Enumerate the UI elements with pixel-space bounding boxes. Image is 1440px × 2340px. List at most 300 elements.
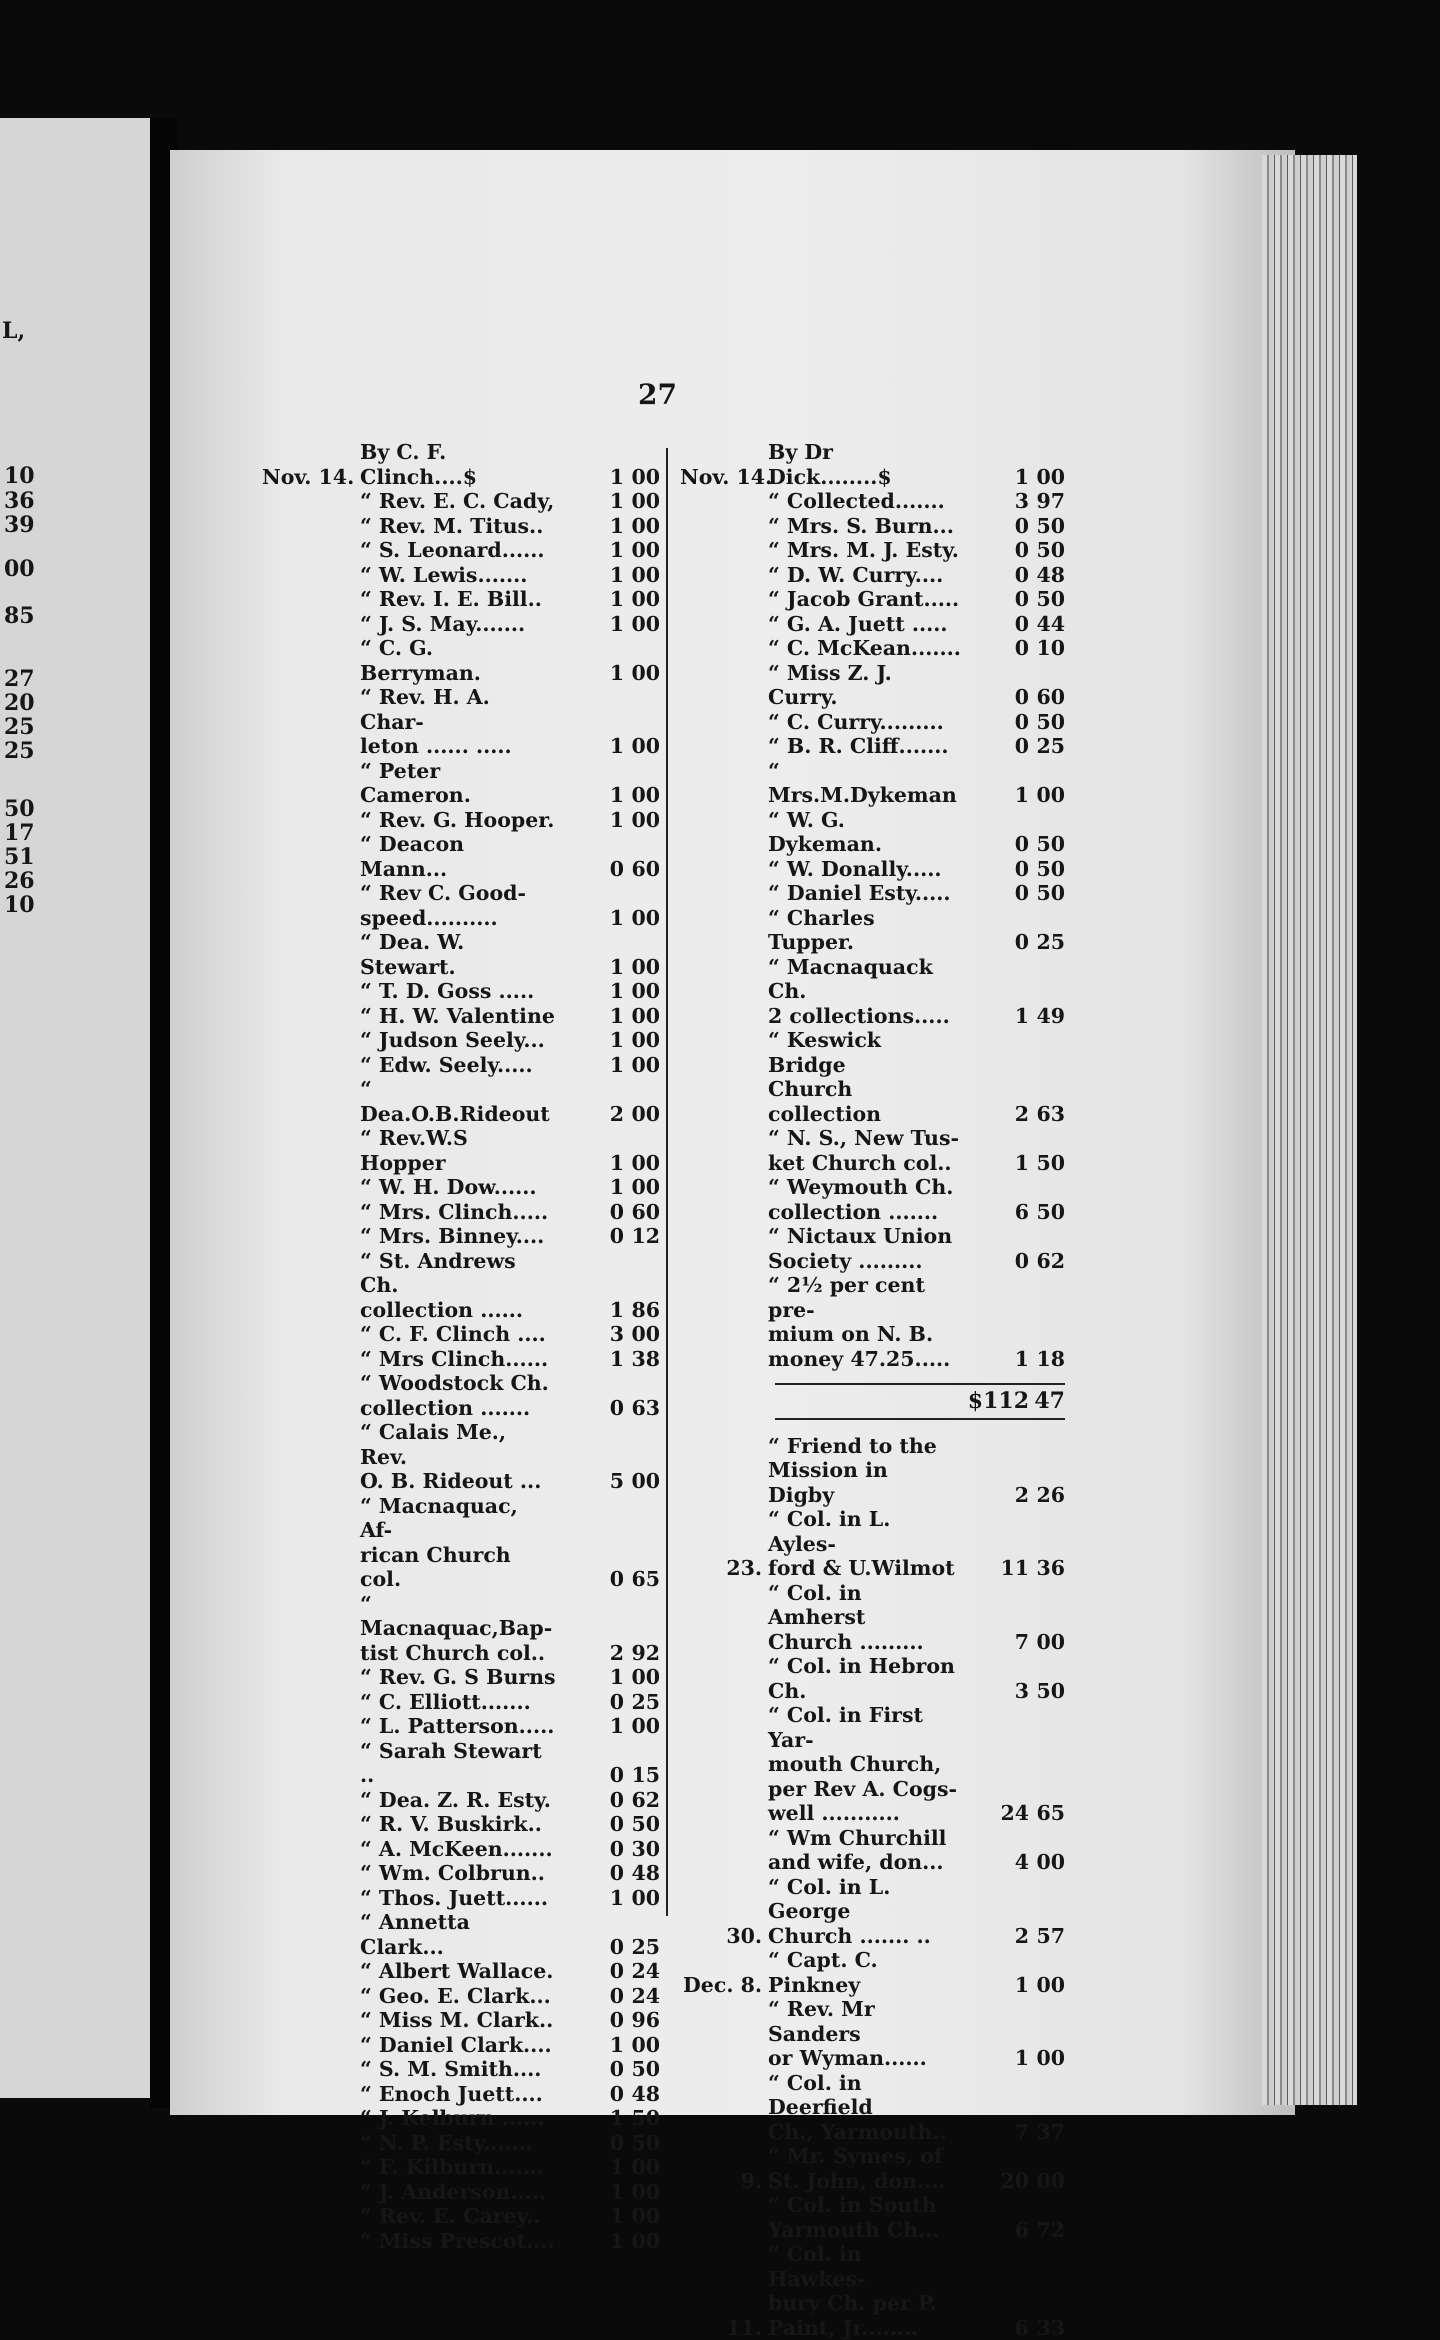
- ledger-entry: [262, 2131, 660, 2156]
- ledger-entry: [680, 636, 1065, 661]
- entry-cents: 72: [1029, 2218, 1065, 2243]
- entry-cents: 26: [1029, 1483, 1065, 1508]
- entry-date: Nov. 14.: [680, 465, 768, 490]
- entry-cents: 00: [624, 1714, 660, 1739]
- entry-dollars: 0: [556, 1935, 624, 1960]
- right-column-second-group: [680, 1434, 1065, 2340]
- entry-name: “ C. McKean.......: [768, 636, 961, 661]
- entry-dollars: 0: [556, 1959, 624, 1984]
- entry-dollars: 0: [556, 857, 624, 882]
- entry-name: “ Macnaquack Ch. 2 collections.....: [768, 955, 961, 1029]
- entry-name: “ Rev.W.S Hopper: [360, 1126, 556, 1175]
- left-page-text: 26: [4, 870, 35, 893]
- entry-dollars: 0: [556, 2008, 624, 2033]
- entry-cents: 00: [624, 489, 660, 514]
- ledger-entry: [262, 1714, 660, 1739]
- left-page-text: 20: [4, 692, 35, 715]
- entry-name: “ Col. in Amherst Church .........: [768, 1581, 961, 1655]
- entry-name: “ W. H. Dow......: [360, 1175, 556, 1200]
- entry-cents: 50: [1029, 710, 1065, 735]
- entry-dollars: 0: [961, 881, 1029, 906]
- entry-cents: 63: [1029, 1102, 1065, 1127]
- entry-cents: 00: [624, 2155, 660, 2180]
- ledger-entry: [262, 489, 660, 514]
- entry-dollars: 1: [556, 2229, 624, 2254]
- entry-dollars: 1: [556, 1298, 624, 1323]
- entry-cents: 00: [1029, 465, 1065, 490]
- entry-dollars: 0: [556, 1200, 624, 1225]
- entry-name: “ Macnaquac,Bap- tist Church col..: [360, 1592, 556, 1666]
- entry-cents: 00: [624, 587, 660, 612]
- ledger-entry: [680, 538, 1065, 563]
- entry-cents: 48: [624, 1861, 660, 1886]
- entry-date: Dec. 8.: [680, 1973, 768, 1998]
- entry-name: “ Enoch Juett....: [360, 2082, 556, 2107]
- left-page-text: 17: [4, 822, 35, 845]
- left-page-text: 50: [4, 798, 35, 821]
- entry-dollars: 0: [961, 538, 1029, 563]
- left-page-fragment: [0, 118, 150, 2098]
- ledger-entry: [680, 1654, 1065, 1703]
- entry-cents: 86: [624, 1298, 660, 1323]
- entry-dollars: 0: [556, 1984, 624, 2009]
- entry-dollars: 0: [961, 685, 1029, 710]
- entry-name: “ J. Anderson.....: [360, 2180, 556, 2205]
- entry-dollars: 2: [556, 1102, 624, 1127]
- entry-cents: 10: [1029, 636, 1065, 661]
- entry-name: “ Rev. G. Hooper.: [360, 808, 556, 833]
- total-cents: 47: [1029, 1389, 1065, 1414]
- entry-name: “ C. Elliott.......: [360, 1690, 556, 1715]
- entry-cents: 00: [1029, 1630, 1065, 1655]
- entry-dollars: 0: [556, 1763, 624, 1788]
- entry-date: 11.: [680, 2316, 768, 2340]
- ledger-entry: [262, 1837, 660, 1862]
- entry-name: “ Col. in Deerfield Ch., Yarmouth..: [768, 2071, 961, 2145]
- entry-name: “ S. Leonard......: [360, 538, 556, 563]
- entry-dollars: 20: [961, 2169, 1029, 2194]
- ledger-entry: [262, 538, 660, 563]
- entry-cents: 00: [624, 2204, 660, 2229]
- entry-dollars: 3: [961, 489, 1029, 514]
- entry-name: “ Jacob Grant.....: [768, 587, 961, 612]
- ledger-entry: [680, 881, 1065, 906]
- entry-cents: 33: [1029, 2316, 1065, 2340]
- entry-dollars: 1: [556, 1714, 624, 1739]
- entry-name: “ Charles Tupper.: [768, 906, 961, 955]
- ledger-entry: [262, 2106, 660, 2131]
- entry-dollars: 2: [961, 1924, 1029, 1949]
- ledger-entry: [680, 1028, 1065, 1126]
- entry-date: Nov. 14.: [262, 465, 360, 490]
- ledger-entry: [680, 1581, 1065, 1655]
- entry-cents: 00: [1029, 2046, 1065, 2071]
- entry-dollars: 1: [556, 612, 624, 637]
- entry-name: “ C. F. Clinch ....: [360, 1322, 556, 1347]
- ledger-entry: [262, 1690, 660, 1715]
- ledger-entry: [680, 2242, 1065, 2340]
- entry-cents: 00: [624, 979, 660, 1004]
- entry-cents: 00: [624, 808, 660, 833]
- entry-cents: 00: [1029, 783, 1065, 808]
- entry-cents: 38: [624, 1347, 660, 1372]
- ledger-entry: [680, 857, 1065, 882]
- entry-dollars: 0: [556, 1396, 624, 1421]
- entry-name: “ S. M. Smith....: [360, 2057, 556, 2082]
- entry-dollars: 0: [556, 1224, 624, 1249]
- entry-dollars: 1: [961, 1347, 1029, 1372]
- ledger-entry: [680, 808, 1065, 857]
- entry-dollars: 11: [961, 1556, 1029, 1581]
- entry-date: 23.: [680, 1556, 768, 1581]
- ledger-entry: [680, 759, 1065, 808]
- ledger-entry: [262, 979, 660, 1004]
- entry-dollars: 0: [556, 1812, 624, 1837]
- entry-name: “ Edw. Seely.....: [360, 1053, 556, 1078]
- ledger-entry: [262, 440, 660, 489]
- entry-dollars: 1: [556, 661, 624, 686]
- entry-dollars: 1: [556, 538, 624, 563]
- entry-name: “ Mrs. M. J. Esty.: [768, 538, 961, 563]
- entry-name: “ Calais Me., Rev. O. B. Rideout ...: [360, 1420, 556, 1494]
- entry-dollars: 1: [556, 734, 624, 759]
- entry-name: “ Col. in L. Ayles- ford & U.Wilmot: [768, 1507, 961, 1581]
- entry-dollars: 1: [556, 2033, 624, 2058]
- entry-cents: 12: [624, 1224, 660, 1249]
- entry-cents: 37: [1029, 2120, 1065, 2145]
- entry-dollars: 5: [556, 1469, 624, 1494]
- entry-name: “ Friend to the Mission in Digby: [768, 1434, 961, 1508]
- left-page-text: 00: [4, 558, 35, 581]
- entry-name: “ Weymouth Ch. collection .......: [768, 1175, 961, 1224]
- entry-name: “ Miss Prescot....: [360, 2229, 556, 2254]
- entry-name: “ Rev C. Good- speed..........: [360, 881, 556, 930]
- entry-dollars: 1: [961, 1973, 1029, 1998]
- right-column-first-group: [680, 440, 1065, 1371]
- entry-dollars: 1: [556, 489, 624, 514]
- ledger-entry: [262, 1077, 660, 1126]
- entry-cents: 00: [624, 1151, 660, 1176]
- entry-name: “ Rev. E. C. Cady,: [360, 489, 556, 514]
- ledger-entry: [262, 2229, 660, 2254]
- ledger-entry: [262, 514, 660, 539]
- ledger-entry: [680, 1703, 1065, 1826]
- entry-name: “ Keswick Bridge Church collection: [768, 1028, 961, 1126]
- entry-dollars: 1: [556, 1004, 624, 1029]
- ledger-entry: [262, 1494, 660, 1592]
- entry-name: “ Peter Cameron.: [360, 759, 556, 808]
- entry-name: “ B. R. Cliff.......: [768, 734, 961, 759]
- entry-name: “ Mrs. S. Burn...: [768, 514, 961, 539]
- entry-name: “ R. V. Buskirk..: [360, 1812, 556, 1837]
- ledger-entry: [262, 2155, 660, 2180]
- entry-name: “ Sarah Stewart ..: [360, 1739, 556, 1788]
- entry-cents: 00: [624, 612, 660, 637]
- ledger-entry: [680, 710, 1065, 735]
- ledger-entry: [262, 1028, 660, 1053]
- ledger-entry: [262, 1420, 660, 1494]
- entry-cents: 96: [624, 2008, 660, 2033]
- entry-dollars: 1: [961, 783, 1029, 808]
- entry-cents: 62: [624, 1788, 660, 1813]
- ledger-entry: [680, 563, 1065, 588]
- ledger-entry: [680, 2071, 1065, 2145]
- ledger-entry: [262, 808, 660, 833]
- entry-name: “ Rev. Mr Sanders or Wyman......: [768, 1997, 961, 2071]
- entry-cents: 25: [624, 1690, 660, 1715]
- entry-cents: 00: [624, 734, 660, 759]
- entry-name: “ H. W. Valentine: [360, 1004, 556, 1029]
- entry-name: “ Annetta Clark...: [360, 1910, 556, 1959]
- ledger-entry: [262, 685, 660, 759]
- left-page-text: 51: [4, 846, 35, 869]
- ledger-entry: [680, 587, 1065, 612]
- entry-name: “ C. G. Berryman.: [360, 636, 556, 685]
- entry-dollars: 7: [961, 1630, 1029, 1655]
- ledger-entry: [680, 489, 1065, 514]
- entry-dollars: 0: [961, 710, 1029, 735]
- entry-dollars: 3: [556, 1322, 624, 1347]
- ledger-entry: [680, 1175, 1065, 1224]
- entry-name: “ J. Kelburn ......: [360, 2106, 556, 2131]
- entry-name: “ Col. in First Yar- mouth Church, per Rev A. Cogs- well ...........: [768, 1703, 961, 1826]
- page-edges: [1262, 155, 1357, 2105]
- entry-cents: 49: [1029, 1004, 1065, 1029]
- ledger-entry: [680, 1826, 1065, 1875]
- ledger-entry: [262, 563, 660, 588]
- left-page-text: 39: [4, 514, 35, 537]
- entry-date: 30.: [680, 1924, 768, 1949]
- entry-name: “ L. Patterson.....: [360, 1714, 556, 1739]
- entry-name: “ Woodstock Ch. collection .......: [360, 1371, 556, 1420]
- entry-dollars: 1: [556, 2180, 624, 2205]
- entry-cents: 00: [624, 2033, 660, 2058]
- entry-cents: 00: [624, 1175, 660, 1200]
- ledger-entry: [262, 1200, 660, 1225]
- entry-dollars: 0: [556, 1788, 624, 1813]
- entry-cents: 50: [1029, 857, 1065, 882]
- entry-name: “ J. S. May.......: [360, 612, 556, 637]
- entry-cents: 00: [624, 1322, 660, 1347]
- entry-cents: 00: [624, 1886, 660, 1911]
- entry-name: “ Miss M. Clark..: [360, 2008, 556, 2033]
- entry-name: “ Nictaux Union Society .........: [768, 1224, 961, 1273]
- ledger-entry: [262, 1322, 660, 1347]
- entry-dollars: 2: [556, 1641, 624, 1666]
- entry-cents: 50: [1029, 881, 1065, 906]
- left-page-text: 10: [4, 465, 35, 488]
- entry-dollars: 0: [556, 1837, 624, 1862]
- entry-name: “ Dea.O.B.Rideout: [360, 1077, 556, 1126]
- entry-cents: 62: [1029, 1249, 1065, 1274]
- entry-dollars: 1: [556, 808, 624, 833]
- entry-cents: 50: [624, 1812, 660, 1837]
- entry-name: “ Capt. C. Pinkney: [768, 1948, 961, 1997]
- ledger-entry: [680, 1126, 1065, 1175]
- ledger-entry: [262, 1371, 660, 1420]
- entry-name: “ Dea. Z. R. Esty.: [360, 1788, 556, 1813]
- entry-dollars: 1: [556, 979, 624, 1004]
- ledger-entry: [262, 1959, 660, 1984]
- ledger-entry: [262, 1788, 660, 1813]
- entry-cents: 00: [624, 1004, 660, 1029]
- ledger-entry: [680, 440, 1065, 489]
- entry-cents: 00: [624, 661, 660, 686]
- entry-dollars: 1: [961, 2046, 1029, 2071]
- ledger-entry: [262, 832, 660, 881]
- entry-dollars: 1: [556, 1665, 624, 1690]
- entry-cents: 00: [624, 2229, 660, 2254]
- entry-dollars: 0: [961, 832, 1029, 857]
- entry-name: “ T. D. Goss .....: [360, 979, 556, 1004]
- total-dollars: $112: [961, 1389, 1029, 1414]
- entry-name: “ Judson Seely...: [360, 1028, 556, 1053]
- entry-dollars: 0: [961, 636, 1029, 661]
- entry-name: “ 2½ per cent pre- mium on N. B. money 47.25.....: [768, 1273, 961, 1371]
- ledger-entry: [262, 2057, 660, 2082]
- entry-name: “ Wm. Colbrun..: [360, 1861, 556, 1886]
- entry-dollars: 1: [556, 1151, 624, 1176]
- ledger-entry: [262, 1053, 660, 1078]
- entry-cents: 50: [1029, 587, 1065, 612]
- entry-cents: 00: [1029, 1850, 1065, 1875]
- ledger-entry: [262, 2008, 660, 2033]
- entry-cents: 48: [624, 2082, 660, 2107]
- ledger-entry: [262, 1910, 660, 1959]
- entry-name: “ Mr. Symes, of St. John, don....: [768, 2144, 961, 2193]
- entry-dollars: 7: [961, 2120, 1029, 2145]
- entry-name: “ W. G. Dykeman.: [768, 808, 961, 857]
- ledger-entry: [262, 930, 660, 979]
- ledger-entry: [680, 661, 1065, 710]
- entry-cents: 00: [624, 2180, 660, 2205]
- entry-name: “ Mrs Clinch......: [360, 1347, 556, 1372]
- entry-dollars: 1: [556, 1028, 624, 1053]
- entry-cents: 50: [1029, 538, 1065, 563]
- entry-cents: 18: [1029, 1347, 1065, 1372]
- entry-dollars: 1: [961, 1151, 1029, 1176]
- entry-cents: 65: [624, 1567, 660, 1592]
- entry-cents: 00: [1029, 2169, 1065, 2194]
- ledger-entry: [262, 1984, 660, 2009]
- entry-dollars: 1: [556, 514, 624, 539]
- entry-dollars: 0: [961, 563, 1029, 588]
- left-page-text: 25: [4, 716, 35, 739]
- ledger-entry: [262, 759, 660, 808]
- entry-cents: 50: [624, 2131, 660, 2156]
- entry-name: “ Thos. Juett......: [360, 1886, 556, 1911]
- entry-cents: 00: [624, 1665, 660, 1690]
- entry-cents: 00: [624, 538, 660, 563]
- entry-cents: 60: [624, 1200, 660, 1225]
- ledger-entry: [262, 1886, 660, 1911]
- entry-name: “ Daniel Clark....: [360, 2033, 556, 2058]
- entry-cents: 44: [1029, 612, 1065, 637]
- entry-dollars: 1: [556, 2155, 624, 2180]
- left-column: [262, 440, 660, 2253]
- entry-dollars: 1: [556, 1175, 624, 1200]
- entry-cents: 48: [1029, 563, 1065, 588]
- entry-name: “ Rev. I. E. Bill..: [360, 587, 556, 612]
- entry-dollars: 0: [961, 587, 1029, 612]
- entry-dollars: 1: [556, 465, 624, 490]
- entry-cents: 25: [1029, 930, 1065, 955]
- entry-date: 9.: [680, 2169, 768, 2194]
- left-page-text: L,: [2, 320, 25, 343]
- left-page-text: 27: [4, 668, 35, 691]
- entry-cents: 00: [624, 955, 660, 980]
- ledger-entry: [262, 636, 660, 685]
- entry-name: “ St. Andrews Ch. collection ......: [360, 1249, 556, 1323]
- entry-cents: 00: [624, 783, 660, 808]
- column-divider: [666, 448, 668, 1916]
- entry-cents: 00: [624, 514, 660, 539]
- entry-name: “ Dea. W. Stewart.: [360, 930, 556, 979]
- entry-cents: 50: [1029, 1679, 1065, 1704]
- ledger-entry: [262, 881, 660, 930]
- entry-dollars: 6: [961, 1200, 1029, 1225]
- entry-dollars: 24: [961, 1801, 1029, 1826]
- entry-cents: 57: [1029, 1924, 1065, 1949]
- ledger-entry: [680, 734, 1065, 759]
- entry-name: By Dr Dick........$: [768, 440, 961, 489]
- entry-name: “ C. Curry.........: [768, 710, 961, 735]
- total-rule-bottom: [775, 1418, 1065, 1420]
- entry-dollars: 1: [961, 1004, 1029, 1029]
- entry-cents: 00: [1029, 1973, 1065, 1998]
- entry-dollars: 0: [961, 1249, 1029, 1274]
- entry-cents: 00: [624, 465, 660, 490]
- ledger-entry: [262, 2180, 660, 2205]
- entry-cents: 24: [624, 1984, 660, 2009]
- entry-name: “ Rev. M. Titus..: [360, 514, 556, 539]
- ledger-entry: [262, 2082, 660, 2107]
- entry-name: “ Col. in Hawkes- bury Ch. per P. Paint, Jr........: [768, 2242, 961, 2340]
- page-number: 27: [638, 378, 677, 411]
- entry-dollars: 0: [961, 930, 1029, 955]
- entry-dollars: 1: [556, 563, 624, 588]
- entry-dollars: 0: [556, 2057, 624, 2082]
- entry-dollars: 6: [961, 2218, 1029, 2243]
- entry-dollars: 6: [961, 2316, 1029, 2340]
- entry-cents: 60: [624, 857, 660, 882]
- entry-name: “ Albert Wallace.: [360, 1959, 556, 1984]
- entry-name: “ Mrs. Clinch.....: [360, 1200, 556, 1225]
- entry-dollars: 1: [556, 955, 624, 980]
- ledger-entry: [262, 587, 660, 612]
- ledger-entry: [262, 1861, 660, 1886]
- left-page-text: 36: [4, 490, 35, 513]
- ledger-entry: [680, 1948, 1065, 1997]
- ledger-entry: [262, 2033, 660, 2058]
- entry-cents: 00: [624, 563, 660, 588]
- entry-cents: 92: [624, 1641, 660, 1666]
- ledger-entry: [680, 1997, 1065, 2071]
- entry-name: “ Deacon Mann...: [360, 832, 556, 881]
- entry-cents: 00: [624, 1102, 660, 1127]
- ledger-entry: [262, 1739, 660, 1788]
- entry-name: “ Miss Z. J. Curry.: [768, 661, 961, 710]
- entry-dollars: 1: [556, 906, 624, 931]
- entry-name: “ Mrs. Binney....: [360, 1224, 556, 1249]
- entry-dollars: 1: [556, 2106, 624, 2131]
- ledger-entry: [680, 1507, 1065, 1581]
- ledger-entry: [262, 1175, 660, 1200]
- ledger-entry: [262, 1004, 660, 1029]
- right-column: [680, 440, 1065, 2340]
- left-page-text: 85: [4, 605, 35, 628]
- entry-cents: 24: [624, 1959, 660, 1984]
